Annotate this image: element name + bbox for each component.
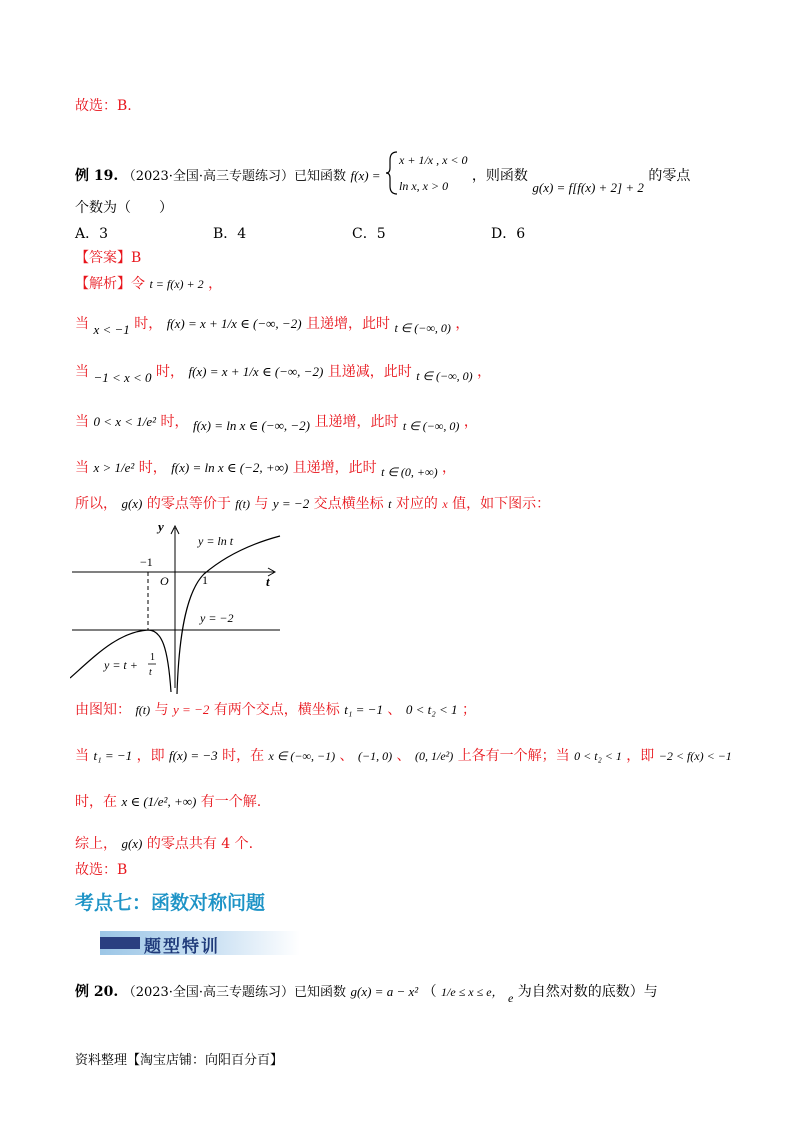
case-3-function: f(x) = ln x ∈ (−∞, −2) (192, 418, 311, 433)
origin-label: O (160, 574, 169, 588)
case-2-end: ， (477, 364, 492, 380)
option-b: B．4 (213, 226, 247, 242)
case-4-when: 当 (75, 460, 89, 476)
w1-3: 时，在 (222, 748, 265, 764)
case-4-condition: x > 1/e² (93, 460, 135, 475)
case-2-monotonic: 且递减，此时 (327, 364, 412, 380)
ex19-fx: f(x) = (350, 168, 381, 183)
fig-1: 由图知： (75, 702, 131, 718)
so-5: 对应的 (395, 496, 438, 512)
w1-t1: t₁ = −1 (93, 748, 133, 763)
so-1: 所以， (75, 496, 117, 512)
function-graph (70, 518, 290, 694)
y-axis-label: y (158, 519, 164, 534)
case-2-shi: 时， (156, 364, 184, 380)
ex19-piece1: x + 1/x , x < 0 (399, 153, 468, 167)
so-f: f(t) (235, 497, 250, 511)
case-3-end: ， (463, 414, 478, 430)
case-3-monotonic: 且递增，此时 (314, 414, 399, 430)
case-1-when: 当 (75, 316, 89, 332)
w1-range: −2 < f(x) < −1 (658, 749, 732, 763)
so-6: 值，如下图示： (452, 496, 551, 512)
option-a: A．3 (75, 226, 109, 242)
example-20-label: 例 20. (75, 984, 119, 1000)
curve-label-den: t (149, 667, 152, 678)
w2-2: 有一个解. (200, 794, 262, 810)
summary (75, 834, 253, 854)
w1-t2: 0 < t₂ < 1 (574, 749, 622, 763)
previous-choice: 故选：B. (75, 98, 132, 114)
ex19-mid: ，则函数 (471, 168, 528, 184)
case-2-when: 当 (75, 364, 89, 380)
so-4: 交点横坐标 (313, 496, 384, 512)
case-3 (75, 412, 478, 432)
fig-t2: 0 < t₂ < 1 (405, 702, 458, 717)
example-19-line2: 个数为（ ） (75, 200, 173, 216)
case-3-condition: 0 < x < 1/e² (93, 414, 157, 429)
so-3: 与 (254, 496, 269, 512)
example-20-source: （2023·全国·高三专题练习）已知函数 (122, 985, 347, 1000)
ex19-piece2: ln x, x > 0 (399, 179, 449, 193)
case-2-t-range: t ∈ (−∞, 0) (416, 369, 473, 383)
answer: 【答案】B (75, 250, 142, 266)
analysis-end: ， (208, 276, 223, 292)
option-d: D．6 (491, 226, 526, 242)
brace-icon (385, 150, 399, 196)
case-4-shi: 时， (138, 460, 167, 476)
banner-text: 题型特训 (144, 937, 220, 957)
case-4-function: f(x) = ln x ∈ (−2, +∞) (171, 460, 289, 475)
one-label: 1 (202, 573, 208, 587)
analysis-intro (75, 274, 222, 294)
sum-2: 的零点共有 4 个. (146, 836, 254, 852)
when-line-2 (75, 792, 261, 812)
example-20-g: g(x) = a − x² (350, 984, 419, 999)
so-x: x (442, 497, 448, 511)
example-20-cond-open: （ (422, 984, 437, 1000)
example-19-label: 例 19. (75, 168, 119, 184)
w1-int1: x ∈ (−∞, −1) (268, 749, 336, 763)
so-y: y = −2 (272, 496, 310, 511)
section-heading: 考点七：函数对称问题 (75, 892, 266, 914)
option-c: C．5 (352, 226, 386, 242)
analysis-t: t = f(x) + 2 (149, 277, 204, 291)
so-g: g(x) (121, 496, 143, 511)
case-1-end: ， (455, 316, 470, 332)
fig-5: ； (462, 702, 476, 718)
case-2-function: f(x) = x + 1/x ∈ (−∞, −2) (188, 364, 324, 379)
when-line-1 (75, 746, 732, 766)
curve-label-num: 1 (150, 652, 155, 663)
example-20-cond-end: 为自然对数的底数）与 (517, 984, 658, 1000)
hline-label: y = −2 (200, 611, 234, 625)
case-4-end: ， (442, 460, 457, 476)
figure-conclusion (75, 700, 476, 720)
case-4-monotonic: 且递增，此时 (292, 460, 377, 476)
ex19-gx: g(x) = f[f(x) + 2] + 2 (532, 180, 644, 195)
w1-int2: (−1, 0) (357, 749, 393, 763)
w1-5: 、 (396, 748, 411, 764)
w1-4: 、 (339, 748, 354, 764)
ex19-piecewise (385, 150, 468, 196)
w1-2: ，即 (136, 748, 165, 764)
ln-curve-label: y = ln t (198, 534, 234, 548)
w1-7: ，即 (626, 748, 655, 764)
so-t: t (388, 497, 392, 511)
case-2 (75, 362, 492, 385)
case-3-when: 当 (75, 414, 89, 430)
t-axis-label: t (266, 574, 270, 589)
w1-int3: (0, 1/e²) (414, 749, 454, 763)
final-choice: 故选：B (75, 862, 128, 878)
sum-g: g(x) (121, 836, 143, 851)
case-1 (75, 314, 470, 337)
example-20-statement (75, 982, 658, 1003)
case-1-shi: 时， (134, 316, 163, 332)
fig-t1: t₁ = −1 (344, 702, 383, 717)
fig-f: f(t) (135, 703, 151, 717)
w2-interval: x ∈ (1/e², +∞) (121, 794, 197, 809)
case-4 (75, 458, 456, 478)
case-4-t-range: t ∈ (0, +∞) (381, 465, 438, 479)
example-19-statement (75, 150, 690, 196)
banner (100, 931, 300, 955)
analysis-label: 【解析】令 (75, 276, 145, 292)
case-1-monotonic: 且递增，此时 (305, 316, 390, 332)
case-1-condition: x < −1 (93, 322, 130, 337)
w1-f: f(x) = −3 (169, 748, 218, 763)
w1-6: 上各有一个解；当 (457, 748, 570, 764)
footer-source: 资料整理【淘宝店铺：向阳百分百】 (75, 1053, 284, 1068)
banner-bar (100, 937, 140, 949)
fig-4: 、 (387, 702, 402, 718)
example-20-cond: 1/e ≤ x ≤ e， (441, 985, 504, 999)
so-line (75, 494, 550, 514)
sum-1: 综上， (75, 836, 117, 852)
curve-label: y = t + (104, 658, 138, 672)
example-20-e: e (508, 991, 514, 1005)
fig-2: 与 (154, 702, 169, 718)
case-3-shi: 时， (160, 414, 189, 430)
so-2: 的零点等价于 (146, 496, 231, 512)
w2-1: 时，在 (75, 794, 117, 810)
fig-3: 有两个交点，横坐标 (213, 702, 340, 718)
fig-y: y = −2 (173, 702, 210, 717)
neg-one-label: −1 (140, 555, 153, 569)
example-19-source: （2023·全国·高三专题练习）已知函数 (122, 169, 347, 184)
w1-1: 当 (75, 748, 89, 764)
ex19-end: 的零点 (648, 168, 691, 184)
case-2-condition: −1 < x < 0 (93, 370, 152, 385)
case-1-t-range: t ∈ (−∞, 0) (394, 321, 451, 335)
case-1-function: f(x) = x + 1/x ∈ (−∞, −2) (166, 316, 302, 331)
case-3-t-range: t ∈ (−∞, 0) (402, 419, 460, 433)
